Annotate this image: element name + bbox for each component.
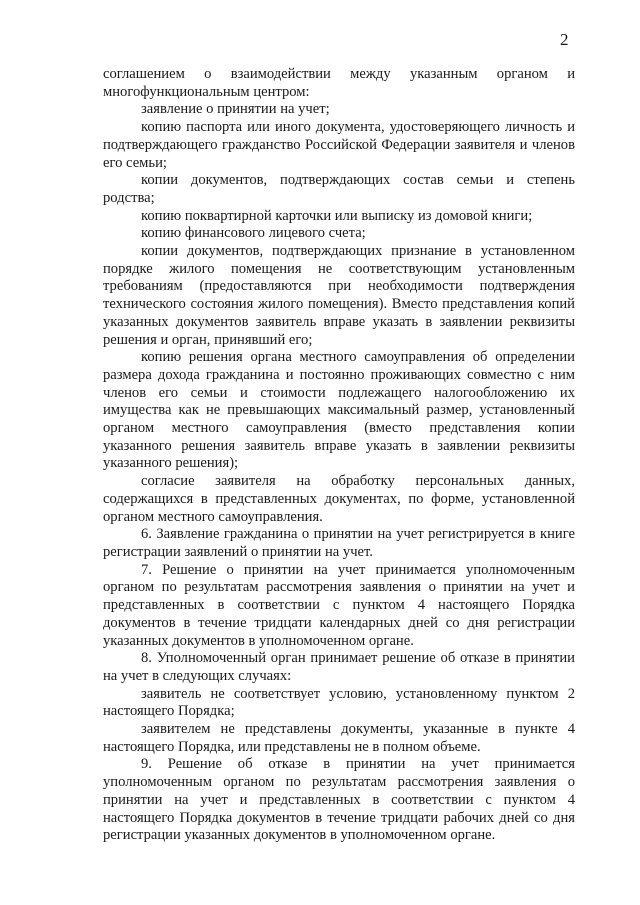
- list-item-personal-data-consent: согласие заявителя на обработку персональных данных, содержащихся в представленных документах, по форме, установленной органом местного самоуправления.: [103, 473, 575, 525]
- list-item-account-copy: копию финансового лицевого счета;: [141, 225, 366, 242]
- clause-8: 8. Уполномоченный орган принимает решение об отказе в принятии на учет в следующих случаях:: [103, 650, 575, 684]
- list-item-housing-documents: копии документов, подтверждающих признание в установленном порядке жилого помещения не соответствующим установленным требованиям (предоставляются при необходимости подтверждения технического состояния жилого помещения). Вместо представления копий указанных документов заявитель вправе указать в заявлении реквизиты решения и орган, принявший его;: [103, 243, 575, 348]
- list-item-apartment-card: копию поквартирной карточки или выписку из домовой книги;: [141, 207, 533, 224]
- clause-8-case-1: заявитель не соответствует условию, установленному пунктом 2 настоящего Порядка;: [103, 685, 575, 720]
- list-item-application: заявление о принятии на учет;: [141, 101, 330, 118]
- document-body: [103, 66, 575, 845]
- clause-6: 6. Заявление гражданина о принятии на учет регистрируется в книге регистрации заявлений о принятии на учет.: [103, 526, 575, 560]
- list-item-income-decision: копию решения органа местного самоуправления об определении размера дохода гражданина и постоянно проживающих совместно с ним членов его семьи и стоимости подлежащего налогообложению их имущества как не превышающих максимальный размер, установленный органом местного самоуправления (вместо представления копии указанного решения заявитель вправе указать в заявлении реквизиты указанного решения);: [103, 349, 575, 472]
- list-item-passport-copy: копию паспорта или иного документа, удостоверяющего личность и подтверждающего гражданство Российской Федерации заявителя и членов его семьи;: [103, 119, 575, 171]
- page-number: 2: [560, 30, 569, 49]
- clause-8-case-2: заявителем не представлены документы, указанные в пункте 4 настоящего Порядка, или представлены не в полном объеме.: [103, 721, 575, 755]
- clause-7: 7. Решение о принятии на учет принимается уполномоченным органом по результатам рассмотрения заявления о принятии на учет и представленных в соответствии с пунктом 4 настоящего Порядка документов в течение тридцати календарных дней со дня регистрации указанных документов в уполномоченном органе.: [103, 561, 575, 649]
- paragraph-agreement-continuation: соглашением о взаимодействии между указанным органом и многофункциональным центром:: [103, 66, 575, 100]
- clause-9: 9. Решение об отказе в принятии на учет принимается уполномоченным органом по результатам рассмотрения заявления о принятии на учет и представленных в соответствии с пунктом 4 настоящего Порядка документов в течение тридцати рабочих дней со дня регистрации указанных документов в уполномоченном органе.: [103, 756, 575, 844]
- list-item-family-documents: копии документов, подтверждающих состав семьи и степень родства;: [103, 172, 575, 206]
